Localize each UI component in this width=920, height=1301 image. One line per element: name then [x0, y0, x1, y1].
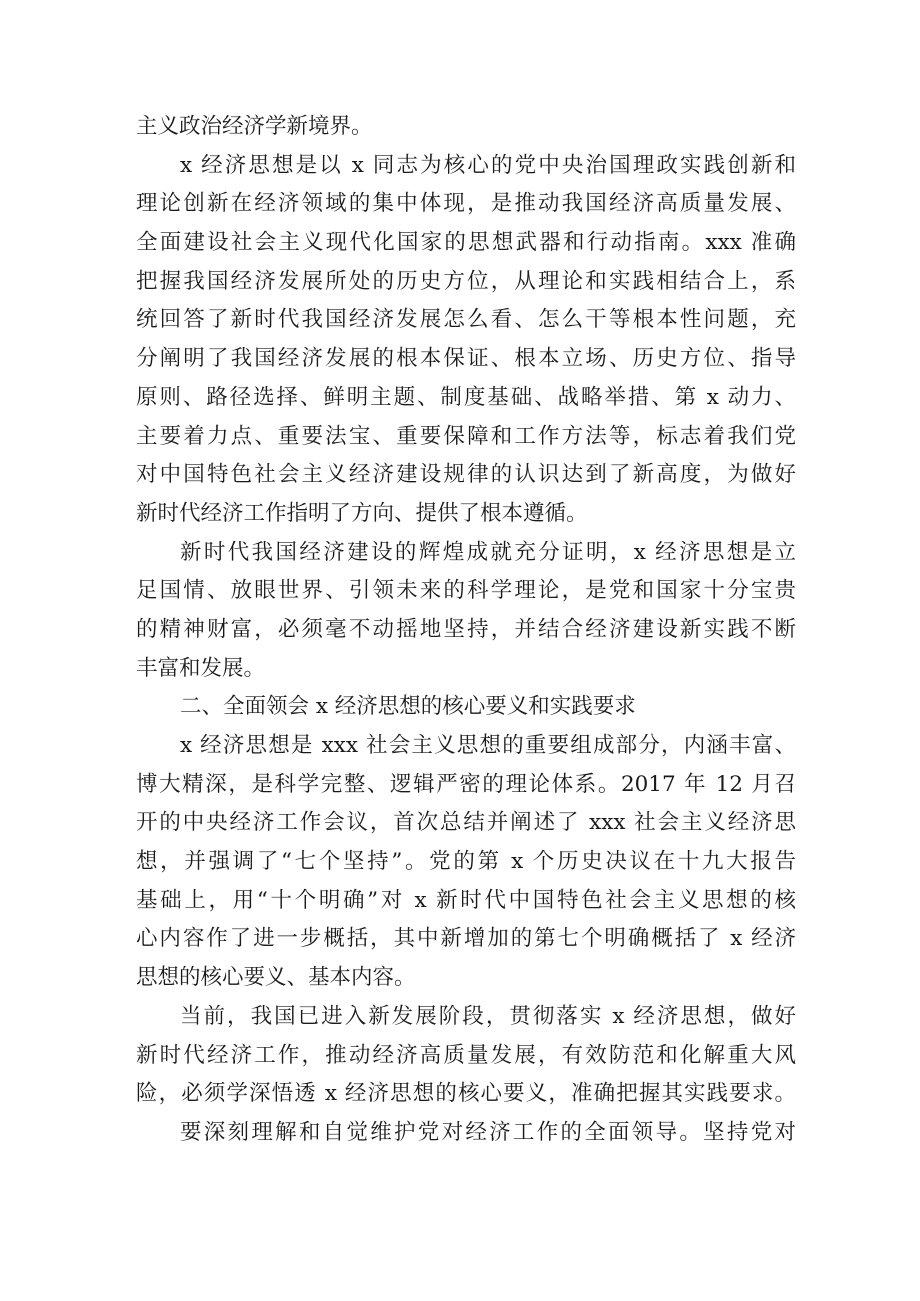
body-text	[136, 108, 796, 1153]
text-line: 新时代经济工作指明了方向、提供了根本遵循。	[136, 500, 588, 526]
text-line: 理论创新在经济领域的集中体现，是推动我国经济高质量发展、	[136, 191, 796, 217]
text-line: 基础上，用“十个明确”对 x 新时代中国特色社会主义思想的核	[136, 887, 796, 913]
text-line: 险，必须学深悟透 x 经济思想的核心要义，准确把握其实践要求。	[136, 1081, 796, 1107]
text-line: 新时代我国经济建设的辉煌成就充分证明，x 经济思想是立	[180, 539, 796, 565]
text-line: 丰富和发展。	[136, 655, 266, 681]
text-line: 对中国特色社会主义经济建设规律的认识达到了新高度，为做好	[136, 462, 796, 488]
text-line: 把握我国经济发展所处的历史方位，从理论和实践相结合上，系	[136, 268, 796, 294]
text-line: 足国情、放眼世界、引领未来的科学理论，是党和国家十分宝贵	[136, 578, 796, 604]
text-line: 分阐明了我国经济发展的根本保证、根本立场、历史方位、指导	[136, 346, 796, 372]
text-line: x 经济思想是以 x 同志为核心的党中央治国理政实践创新和	[180, 152, 796, 178]
text-line: 新时代经济工作，推动经济高质量发展，有效防范和化解重大风	[136, 1042, 796, 1068]
text-line: 的精神财富，必须毫不动摇地坚持，并结合经济建设新实践不断	[136, 616, 796, 642]
text-line: 心内容作了进一步概括，其中新增加的第七个明确概括了 x 经济	[136, 926, 796, 952]
text-line: 主要着力点、重要法宝、重要保障和工作方法等，标志着我们党	[136, 423, 796, 449]
text-line: 统回答了新时代我国经济发展怎么看、怎么干等根本性问题，充	[136, 307, 796, 333]
text-line: 原则、路径选择、鲜明主题、制度基础、战略举措、第 x 动力、	[136, 384, 796, 410]
text-line: 开的中央经济工作会议，首次总结并阐述了 xxx 社会主义经济思	[136, 810, 796, 836]
text-line: 思想的核心要义、基本内容。	[136, 965, 416, 991]
text-line: x 经济思想是 xxx 社会主义思想的重要组成部分，内涵丰富、	[180, 733, 796, 758]
text-line: 主义政治经济学新境界。	[136, 114, 373, 139]
text-line: 想，并强调了“七个坚持”。党的第 x 个历史决议在十九大报告	[136, 849, 796, 875]
text-line: 二、全面领会 x 经济思想的核心要义和实践要求	[180, 694, 636, 720]
text-line: 全面建设社会主义现代化国家的思想武器和行动指南。xxx 准确	[136, 230, 796, 256]
text-line: 要深刻理解和自觉维护党对经济工作的全面领导。坚持党对	[180, 1119, 796, 1145]
text-line: 当前，我国已进入新发展阶段，贯彻落实 x 经济思想，做好	[180, 1003, 796, 1029]
text-line: 博大精深，是科学完整、逻辑严密的理论体系。2017 年 12 月召	[136, 771, 796, 797]
